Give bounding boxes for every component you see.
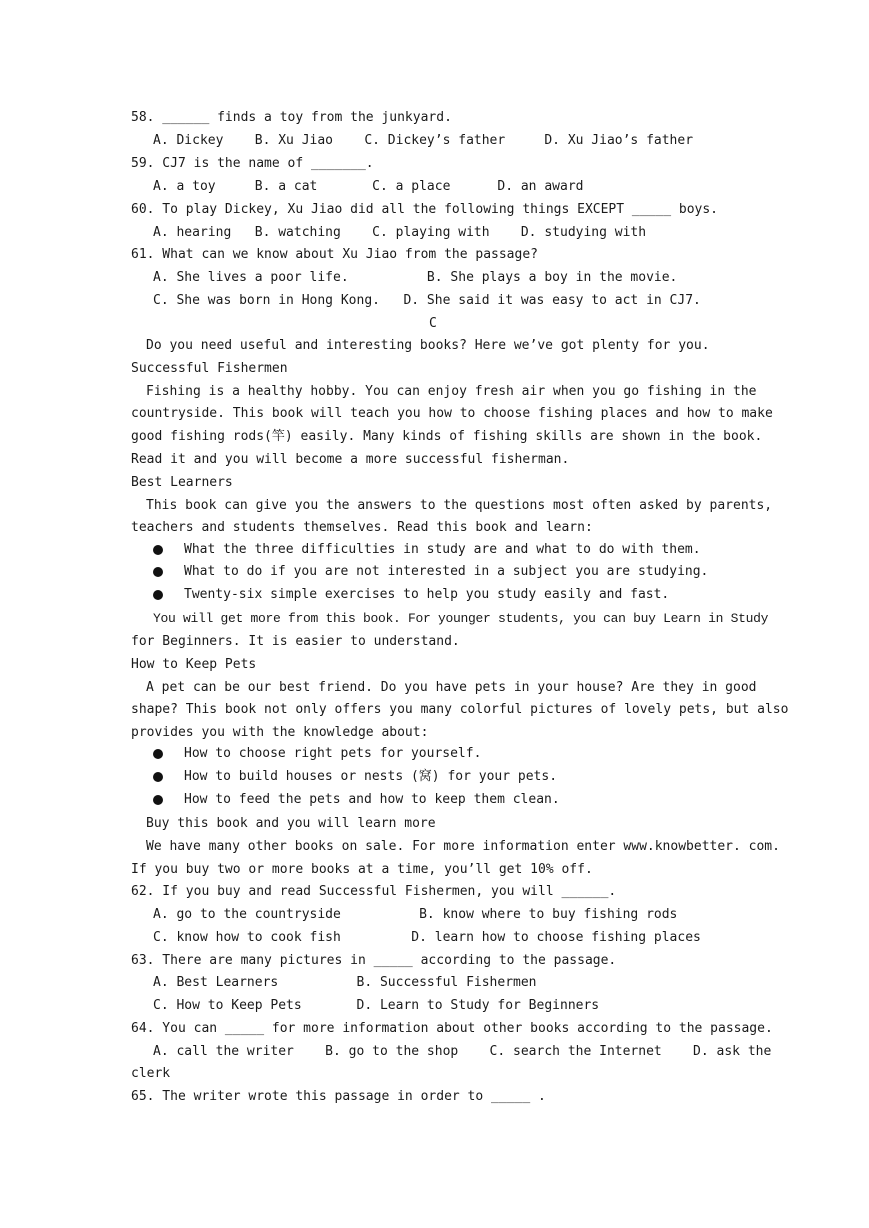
bullet-icon — [153, 749, 163, 759]
closing-line: If you buy two or more books at a time, you’ll get 10% off. — [131, 862, 593, 877]
book2-after-line: for Beginners. It is easier to understand. — [131, 634, 460, 649]
bullet-icon — [153, 795, 163, 805]
book2-bullet: What the three difficulties in study are and what to do with them. — [184, 542, 701, 557]
question-61-options-row2: C. She was born in Hong Kong. D. She said it was easy to act in CJ7. — [153, 293, 701, 308]
book2-bullet: Twenty-six simple exercises to help you study easily and fast. — [184, 587, 670, 602]
bullet-icon — [153, 590, 163, 600]
question-60-stem: 60. To play Dickey, Xu Jiao did all the following things EXCEPT _____ boys. — [131, 202, 718, 217]
question-65-stem: 65. The writer wrote this passage in order to _____ . — [131, 1089, 546, 1104]
book1-line: Read it and you will become a more successful fisherman. — [131, 452, 570, 467]
book3-title: How to Keep Pets — [131, 657, 257, 672]
question-61-stem: 61. What can we know about Xu Jiao from the passage? — [131, 247, 538, 262]
book3-line: shape? This book not only offers you many colorful pictures of lovely pets, but also — [131, 702, 789, 717]
section-letter: C — [429, 316, 437, 331]
question-58-options: A. Dickey B. Xu Jiao C. Dickey’s father D. Xu Jiao’s father — [153, 133, 694, 148]
question-61-options-row1: A. She lives a poor life. B. She plays a boy in the movie. — [153, 270, 678, 285]
book2-line: This book can give you the answers to the questions most often asked by parents, — [146, 498, 773, 513]
bullet-icon — [153, 545, 163, 555]
book2-title: Best Learners — [131, 475, 233, 490]
book2-line: teachers and students themselves. Read this book and learn: — [131, 520, 593, 535]
book1-line: good fishing rods(竿) easily. Many kinds of fishing skills are shown in the book. — [131, 429, 763, 444]
book3-line: A pet can be our best friend. Do you have pets in your house? Are they in good — [146, 680, 757, 695]
bullet-icon — [153, 772, 163, 782]
question-59-stem: 59. CJ7 is the name of _______. — [131, 156, 374, 171]
book3-bullet: How to build houses or nests (窝) for your pets. — [184, 769, 558, 784]
question-62-options-row1: A. go to the countryside B. know where to buy fishing rods — [153, 907, 678, 922]
book3-bullet: How to feed the pets and how to keep them clean. — [184, 792, 560, 807]
closing-line: We have many other books on sale. For more information enter www.knowbetter. com. — [146, 839, 780, 854]
intro-paragraph: Do you need useful and interesting books? Here we’ve got plenty for you. — [146, 338, 710, 353]
question-60-options: A. hearing B. watching C. playing with D. studying with — [153, 225, 647, 240]
book2-after-line: You will get more from this book. For younger students, you can buy Learn in Study — [153, 611, 769, 626]
question-64-options-row1: A. call the writer B. go to the shop C. search the Internet D. ask the — [153, 1044, 772, 1059]
book3-bullet: How to choose right pets for yourself. — [184, 746, 482, 761]
book1-line: Fishing is a healthy hobby. You can enjoy fresh air when you go fishing in the — [146, 384, 757, 399]
book1-title: Successful Fishermen — [131, 361, 288, 376]
question-64-options-row2: clerk — [131, 1066, 171, 1081]
question-58-stem: 58. ______ finds a toy from the junkyard. — [131, 110, 452, 125]
question-63-options-row1: A. Best Learners B. Successful Fishermen — [153, 975, 537, 990]
book3-after-line: Buy this book and you will learn more — [146, 816, 436, 831]
book1-line: countryside. This book will teach you how to choose fishing places and how to make — [131, 406, 773, 421]
book3-line: provides you with the knowledge about: — [131, 725, 429, 740]
question-62-options-row2: C. know how to cook fish D. learn how to choose fishing places — [153, 930, 701, 945]
question-63-options-row2: C. How to Keep Pets D. Learn to Study for Beginners — [153, 998, 600, 1013]
question-64-stem: 64. You can _____ for more information about other books according to the passage. — [131, 1021, 773, 1036]
book2-bullet: What to do if you are not interested in a subject you are studying. — [184, 564, 709, 579]
question-59-options: A. a toy B. a cat C. a place D. an award — [153, 179, 584, 194]
question-63-stem: 63. There are many pictures in _____ according to the passage. — [131, 953, 617, 968]
bullet-icon — [153, 567, 163, 577]
question-62-stem: 62. If you buy and read Successful Fishermen, you will ______. — [131, 884, 617, 899]
